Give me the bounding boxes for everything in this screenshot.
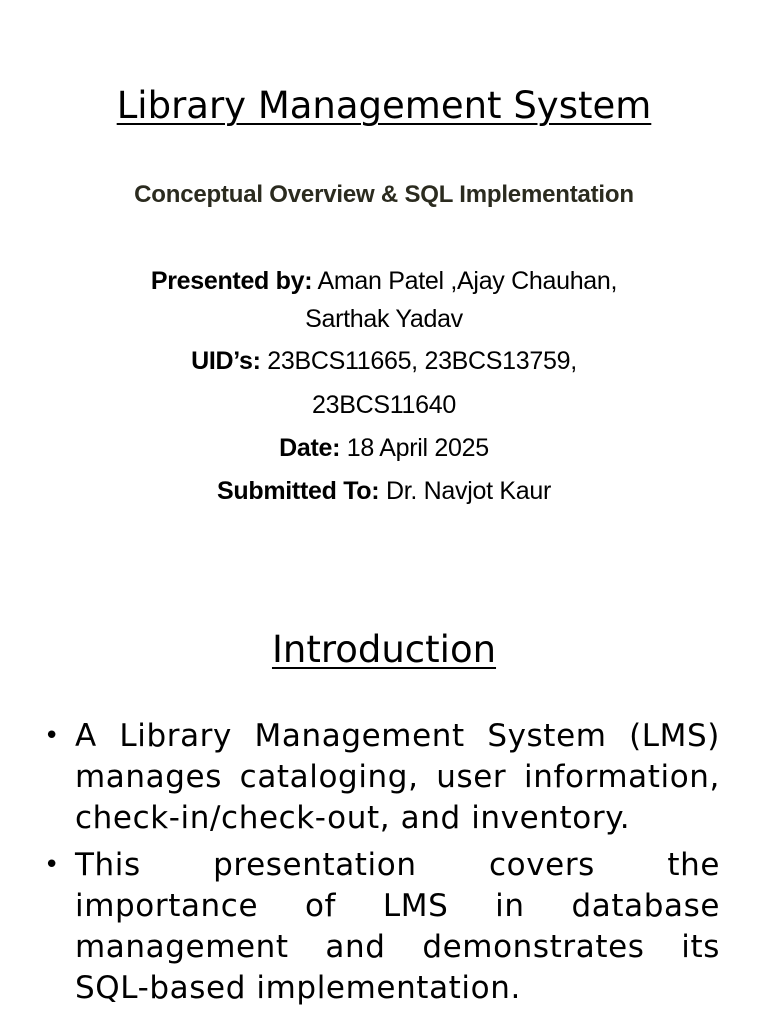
presented-by-label: Presented by: [150,267,313,295]
bullet-text: A Library Management System (LMS) manages cataloging, user information, check-in/check-out, and inventory. [75,718,720,836]
uid-label: UID’s: [191,347,261,375]
presented-by-line [0,262,768,300]
uid-values-continued: 23BCS11640 [312,391,456,419]
presented-by-names: Aman Patel ,Ajay Chauhan, [312,267,618,295]
submitted-to-line [0,472,768,510]
bullet-icon: • [44,721,60,751]
date-line [0,429,768,467]
presented-by-names-continued: Sarthak Yadav [305,305,463,333]
slide-subtitle: Conceptual Overview & SQL Implementation [134,181,634,208]
bullet-text: This presentation covers the importance of LMS in database management and demonstrates its SQL-based implementation. [75,847,720,1006]
bullet-list [44,716,720,1015]
slide-title: Library Management System [116,84,652,127]
date-label: Date: [279,434,341,462]
submitted-to-value: Dr. Navjot Kaur [379,477,551,505]
uid-values: 23BCS11665, 23BCS13759, [260,347,577,375]
uid-line [0,342,768,380]
date-value: 18 April 2025 [340,434,489,462]
introduction-slide [0,560,768,1024]
bullet-icon: • [44,850,60,880]
submitted-to-label: Submitted To: [217,477,380,505]
list-item [44,845,720,1009]
list-item [44,716,720,839]
introduction-title: Introduction [271,628,497,671]
